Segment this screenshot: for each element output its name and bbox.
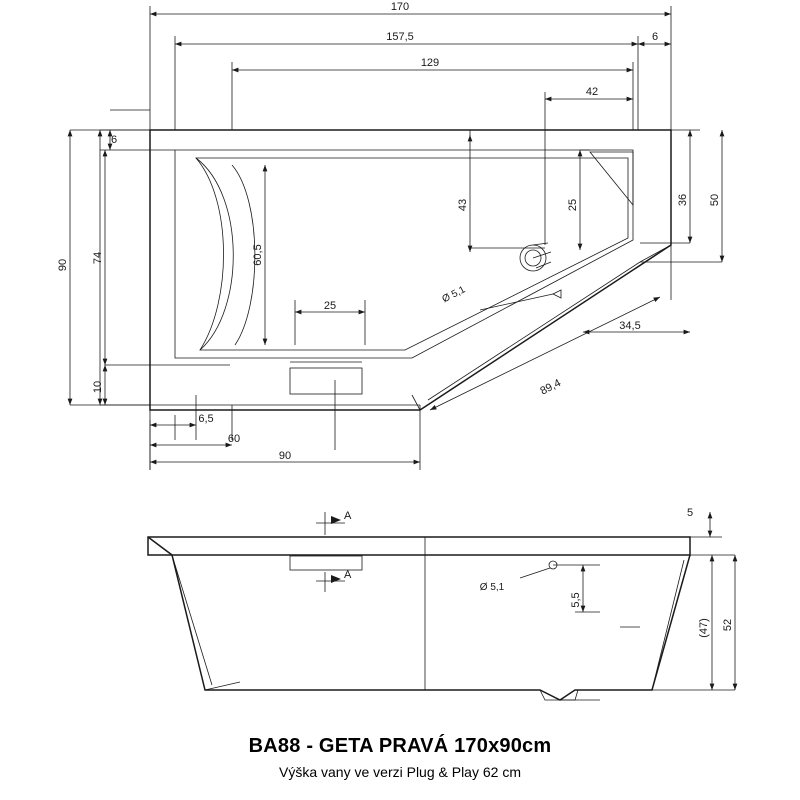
dim-5-5: 5,5 xyxy=(570,592,582,608)
dim-5: 5 xyxy=(686,507,694,519)
bath-outline-top xyxy=(150,130,671,410)
side-view-group xyxy=(148,507,735,700)
dim-drain-side: Ø 5,1 xyxy=(479,582,505,593)
dim-drain-top: Ø 5,1 xyxy=(440,284,468,306)
dim-129: 129 xyxy=(420,57,440,69)
side-rim xyxy=(148,537,690,555)
service-hatch-top xyxy=(290,368,362,394)
top-view-group xyxy=(57,1,722,470)
dim-42: 42 xyxy=(585,86,599,98)
dim-90-left: 90 xyxy=(57,258,69,272)
dim-25-bottom: 25 xyxy=(323,300,337,312)
dim-34-5: 34,5 xyxy=(619,320,641,332)
dim-25-right: 25 xyxy=(567,198,579,212)
dim-52: 52 xyxy=(722,618,734,632)
dim-50: 50 xyxy=(709,193,721,207)
dim-60: 60 xyxy=(227,433,241,445)
bath-outline-side xyxy=(148,537,690,700)
dim-43: 43 xyxy=(457,198,469,212)
dim-157-5: 157,5 xyxy=(386,31,414,43)
dim-89-4: 89,4 xyxy=(538,377,563,398)
dim-6-5: 6,5 xyxy=(198,413,214,425)
page-subtitle: Výška vany ve verzi Plug & Play 62 cm xyxy=(279,764,521,780)
overflow-side xyxy=(520,561,557,578)
section-mark-a-top: A xyxy=(344,510,352,522)
dim-74: 74 xyxy=(92,251,104,265)
dim-60-5: 60,5 xyxy=(252,244,264,266)
dim-10: 10 xyxy=(92,380,104,394)
drain-top-view xyxy=(520,243,551,271)
section-mark-a-bottom: A xyxy=(344,569,352,581)
dim-6-top: 6 xyxy=(651,31,659,43)
dim-47: (47) xyxy=(698,618,710,638)
dim-36: 36 xyxy=(677,193,689,207)
dim-170: 170 xyxy=(390,1,410,13)
dim-6-left: 6 xyxy=(110,134,118,146)
service-hatch-side xyxy=(290,556,362,570)
dim-90-bottom: 90 xyxy=(278,450,292,462)
page-title: BA88 - GETA PRAVÁ 170x90cm xyxy=(248,735,552,757)
